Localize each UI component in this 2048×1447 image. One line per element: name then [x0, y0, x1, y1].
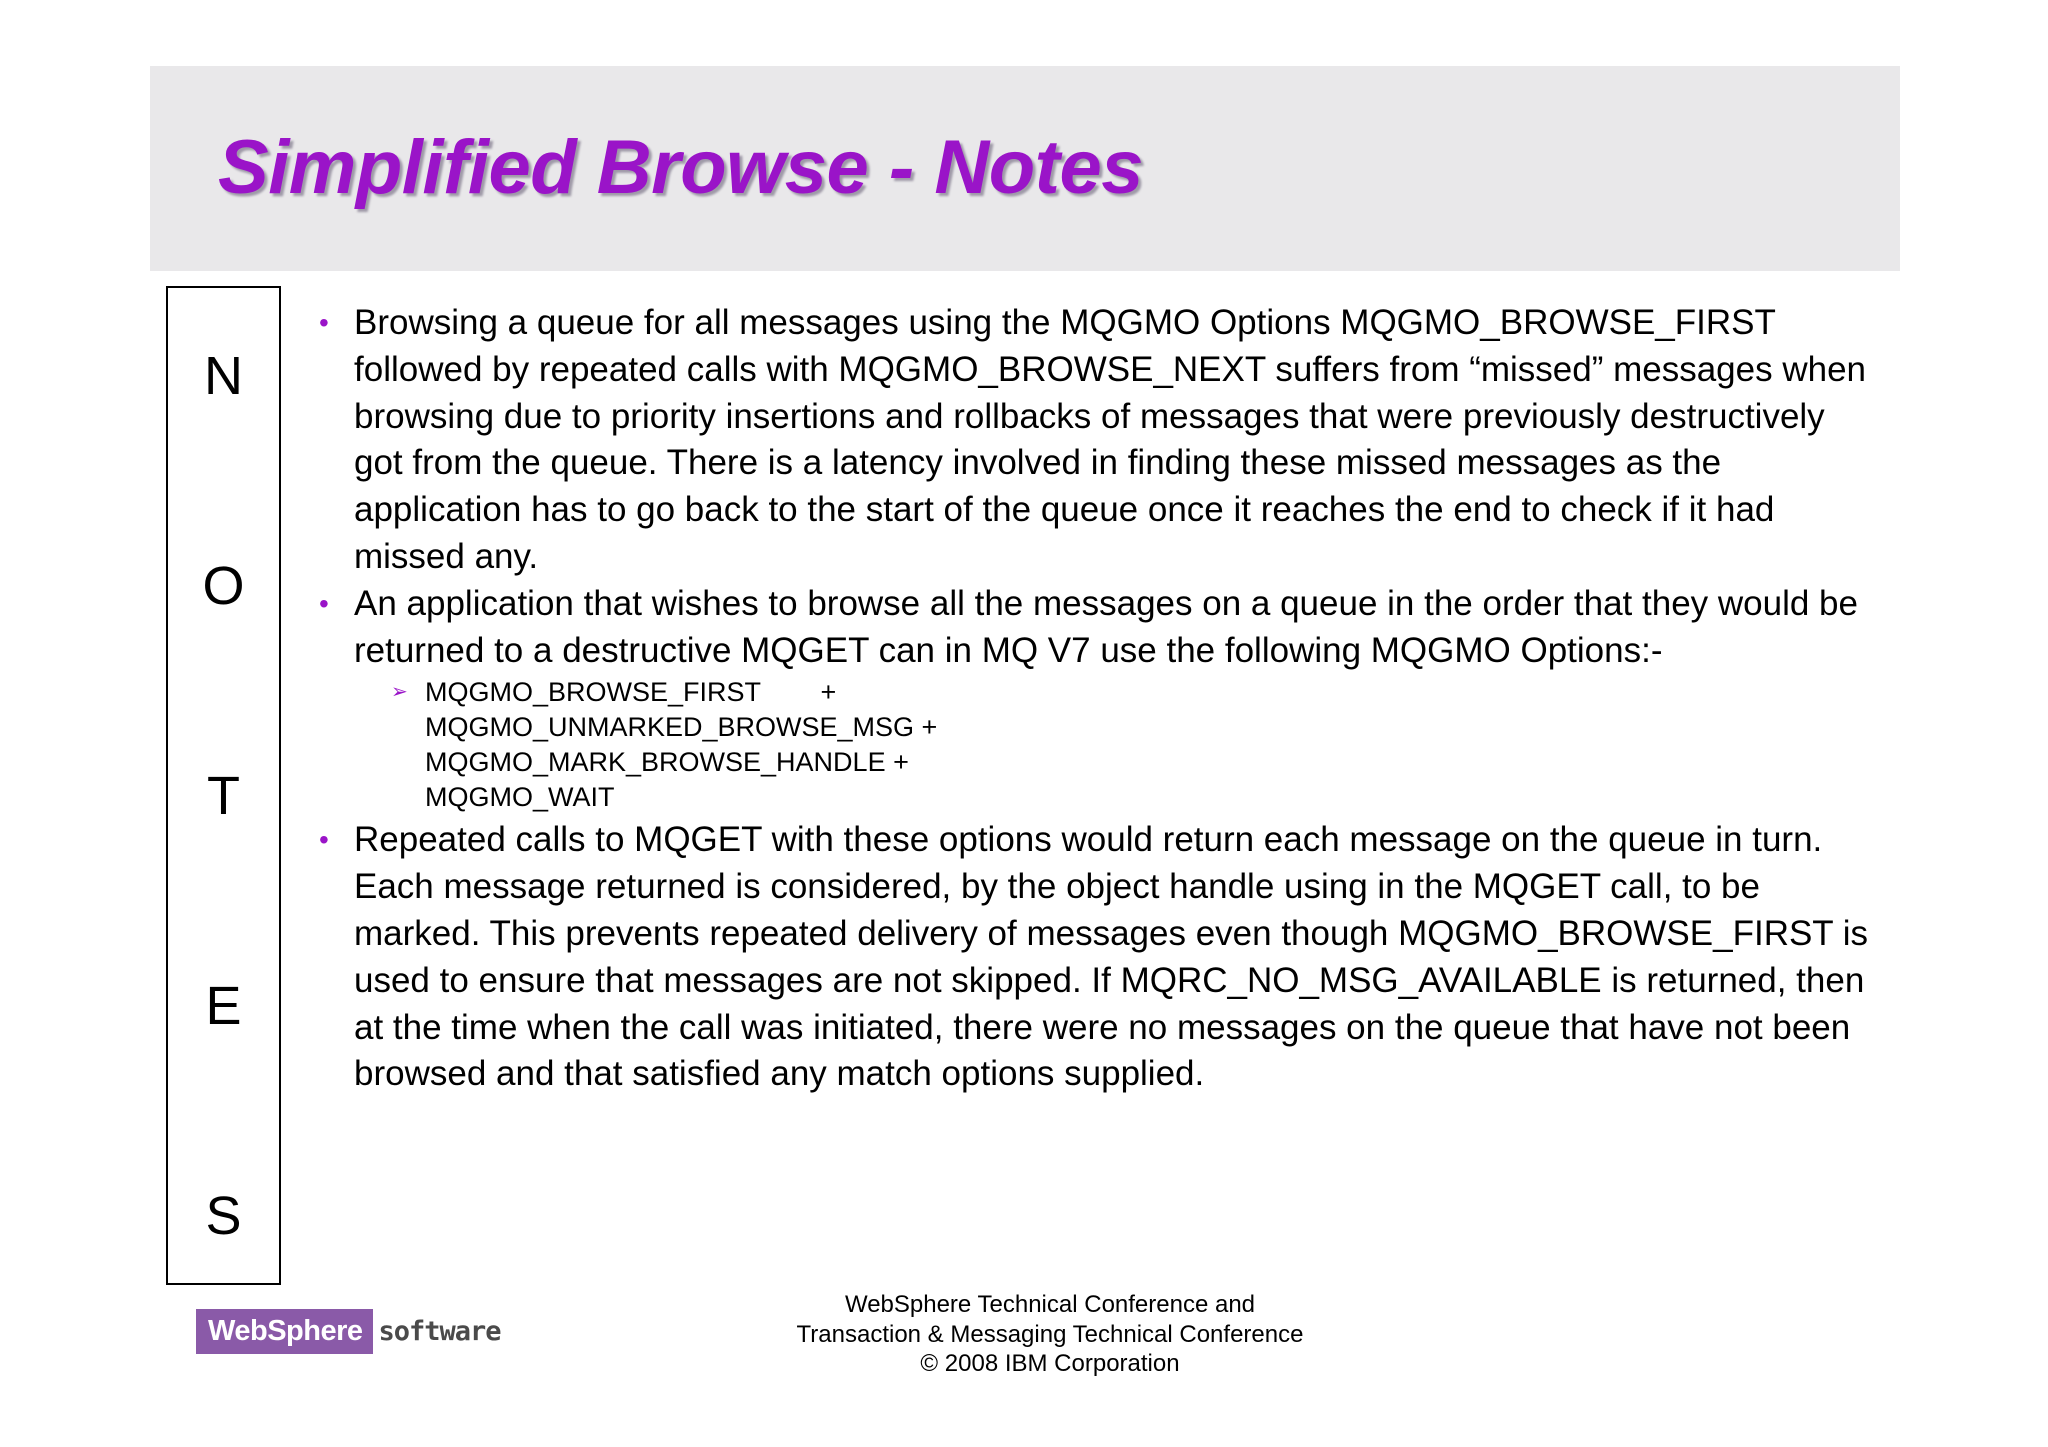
sub-bullet-item	[391, 675, 1876, 815]
sub-bullet-line: MQGMO_WAIT	[425, 782, 615, 813]
bullet-text: Repeated calls to MQGET with these options would return each message on the queue in turn. Each message returned is considered, by the object handle using in the MQGET call, to be marked. This prevents repeated delivery of messages even though MQGMO_BROWSE_FIRST is used to ensure that messages are not skipped. If MQRC_NO_MSG_AVAILABLE is returned, then at the time when the call was initiated, there were no messages on the queue that have not been browsed and that satisfied any match options supplied.	[354, 820, 1869, 1094]
sub-bullet-line: MQGMO_UNMARKED_BROWSE_MSG +	[425, 712, 938, 743]
notes-letter-t: T	[207, 766, 240, 826]
sub-bullet-line: MQGMO_BROWSE_FIRST +	[425, 677, 837, 708]
bullet-item	[316, 300, 1876, 581]
slide-title: Simplified Browse - Notes	[218, 125, 1143, 210]
logo-suffix: software	[378, 1316, 501, 1347]
footer-line: WebSphere Technical Conference and	[844, 1291, 1256, 1318]
notes-sidebar	[166, 286, 281, 1285]
bullet-item	[316, 817, 1876, 1098]
bullet-dot-icon: •	[319, 824, 329, 856]
footer-line: Transaction & Messaging Technical Conference	[796, 1320, 1304, 1348]
footer-conference-text	[740, 1290, 1360, 1379]
sub-bullet-line: MQGMO_MARK_BROWSE_HANDLE +	[425, 747, 909, 778]
websphere-software-logo	[196, 1309, 501, 1354]
notes-letter-e: E	[205, 976, 242, 1036]
notes-letter-o: O	[202, 556, 245, 616]
title-band	[150, 66, 1900, 271]
bullet-dot-icon: •	[319, 307, 329, 338]
bullet-dot-icon: •	[319, 587, 329, 619]
logo-brand: WebSphere	[196, 1309, 373, 1354]
notes-content	[316, 300, 1876, 1098]
arrow-bullet-icon: ➢	[391, 681, 408, 704]
bullet-text: An application that wishes to browse all the messages on a queue in the order that they would be returned to a destructive MQGET can in MQ V7 use the following MQGMO Options:-	[354, 583, 1858, 670]
footer-copyright: © 2008 IBM Corporation	[920, 1350, 1180, 1377]
bullet-text: Browsing a queue for all messages using the MQGMO Options MQGMO_BROWSE_FIRST followed by repeated calls with MQGMO_BROWSE_NEXT suffers from “missed” messages when browsing due to priority insertions and rollbacks of messages that were previously destructively got from the queue. There is a latency involved in finding these missed messages as the application has to go back to the start of the queue once it reaches the end to check if it had missed any.	[354, 303, 1867, 576]
notes-letter-s: S	[205, 1186, 242, 1246]
bullet-item	[316, 581, 1876, 675]
notes-letter-n: N	[204, 346, 243, 406]
